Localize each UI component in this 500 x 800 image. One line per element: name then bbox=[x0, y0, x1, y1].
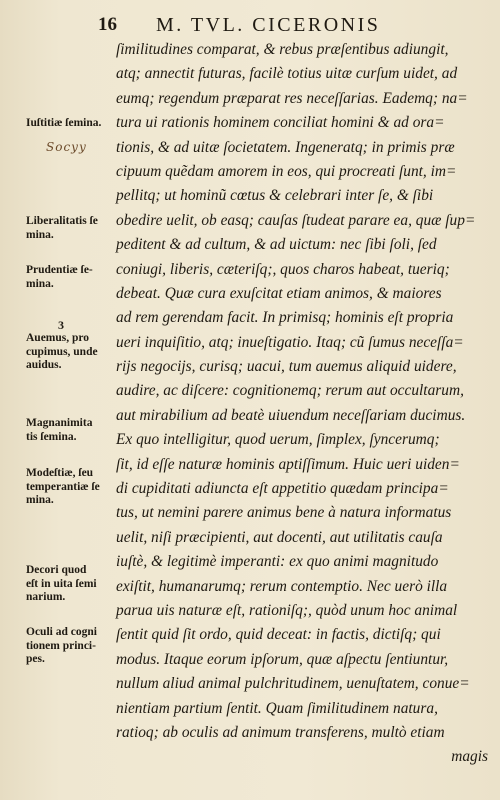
margin-note-line: Modeſtiæ, ſeu bbox=[26, 467, 94, 479]
margin-note-line: Prudentiæ ſe- bbox=[26, 264, 93, 276]
margin-note-line: mina. bbox=[26, 228, 54, 241]
text-line: tionis, & ad uitæ ſocietatem. Ingeneratq; in primis præ bbox=[116, 138, 455, 156]
margin-note-line: mina. bbox=[26, 494, 54, 506]
catchword: magis bbox=[451, 748, 488, 766]
text-line: parua uis naturæ eſt, rationiſq;, quòd unum hoc animal bbox=[116, 601, 458, 619]
text-line: pellitq; ut hominũ cœtus & celebrari inter ſe, & ſibi bbox=[116, 187, 434, 205]
text-line: ueri inquiſitio, atq; inueſtigatio. Itaq; cũ ſumus neceſſa= bbox=[116, 333, 464, 351]
margin-note-line: pes. bbox=[26, 653, 45, 665]
margin-note-magnanimitas bbox=[26, 417, 120, 444]
text-line: eumq; regendum præparat res neceſſarias. Eademq; na= bbox=[116, 89, 468, 107]
text-line: cipuum quẽdam amorem in eos, qui procreati ſunt, im= bbox=[116, 162, 457, 180]
text-line: ſimilitudines comparat, & rebus præſentibus adiungit, bbox=[116, 41, 449, 58]
text-line: iuſtè, & legitimè imperanti: ex quo animi magnitudo bbox=[116, 553, 439, 571]
text-line: obedire uelit, ob easq; cauſas ſtudeat parare ea, quæ ſup= bbox=[116, 211, 476, 229]
text-line: uelit, niſi præcipienti, aut docenti, aut utilitatis cauſa bbox=[116, 528, 443, 546]
text-line: ad rem gerendam facit. In primisq; hominis eſt propria bbox=[116, 309, 454, 327]
text-line: audire, ac diſcere: cognitionemq; rerum aut occultarum, bbox=[116, 382, 464, 400]
text-line: ſit, id eſſe naturæ hominis aptiſſimum. Huic ueri uiden= bbox=[116, 455, 460, 473]
text-line: debeat. Quæ cura exuſcitat etiam animos, & maiores bbox=[116, 284, 442, 302]
handwritten-annotation: Socyy bbox=[46, 140, 87, 154]
margin-note-modestia bbox=[26, 467, 120, 508]
text-line: tus, ut nemini parere animus bene à natura informatus bbox=[116, 504, 452, 522]
page-number: 16 bbox=[98, 14, 117, 35]
margin-note-line: mina. bbox=[26, 277, 54, 290]
text-line: rijs negocijs, curisq; uacui, tum auemus aliquid uidere, bbox=[116, 358, 457, 376]
text-line: ratioq; ab oculis ad animum transferens, multò etiam bbox=[116, 723, 445, 741]
page-header bbox=[0, 14, 500, 40]
margin-note-line: temperantiæ ſe bbox=[26, 480, 100, 493]
text-line: atq; annectit futuras, facilè totius uitæ curſum uidet, ad bbox=[116, 65, 458, 83]
margin-note-line: cupimus, unde bbox=[26, 345, 98, 358]
margin-note-line: narium. bbox=[26, 591, 66, 603]
margin-note-line: Decori quod bbox=[26, 564, 87, 576]
text-line: exiſtit, humanarumq; rerum contemptio. Nec uerò illa bbox=[116, 577, 448, 595]
margin-note-auemus bbox=[26, 332, 120, 373]
margin-note-prudentia bbox=[26, 264, 120, 291]
text-line: ſentit quid ſit ordo, quid deceat: in factis, dictiſq; qui bbox=[116, 626, 441, 644]
margin-note-line: eſt in uita ſemi bbox=[26, 577, 97, 590]
margin-note-iustitia bbox=[26, 117, 120, 131]
text-line: coniugi, liberis, cæteriſq;, quos charos habeat, tueriq; bbox=[116, 260, 450, 278]
text-line: nientiam partium ſentit. Quam ſimilitudinem natura, bbox=[116, 699, 438, 717]
text-line: modus. Itaque eorum ipſorum, quæ aſpectu ſentiuntur, bbox=[116, 650, 449, 668]
margin-note-line: tis ſemina. bbox=[26, 430, 77, 443]
body-text bbox=[116, 38, 488, 770]
margin-note-decorum bbox=[26, 564, 120, 605]
text-line: di cupiditati adiuncta eſt appetitio quædam principa= bbox=[116, 480, 449, 498]
text-line: nullum aliud animal pulchritudinem, uenuſtatem, conue= bbox=[116, 675, 470, 693]
margin-note-line: Oculi ad cogni bbox=[26, 626, 97, 638]
margin-note-line: Auemus, pro bbox=[26, 332, 90, 344]
text-line: Ex quo intelligitur, quod uerum, ſimplex, ſyncerumq; bbox=[116, 431, 440, 449]
running-head: M. TVL. CICERONIS bbox=[156, 14, 381, 36]
margin-note-line: Magnanimita bbox=[26, 417, 93, 429]
margin-note-line: tionem princi- bbox=[26, 639, 96, 652]
margin-note-oculi bbox=[26, 626, 120, 667]
margin-note-line: auidus. bbox=[26, 359, 62, 371]
marginal-numeral: 3 bbox=[58, 318, 64, 332]
margin-note-line: Liberalitatis ſe bbox=[26, 215, 98, 227]
margin-note-liberalitas bbox=[26, 215, 120, 242]
text-line: tura ui rationis hominem conciliat homini & ad ora= bbox=[116, 114, 445, 132]
text-line: aut mirabilium ad beatè uiuendum neceſſariam ducimus. bbox=[116, 406, 466, 424]
text-line: peditent & ad cultum, & ad uictum: nec ſibi ſoli, ſed bbox=[116, 236, 437, 254]
margin-note-line: Iuſtitiæ ſemina. bbox=[26, 117, 102, 129]
